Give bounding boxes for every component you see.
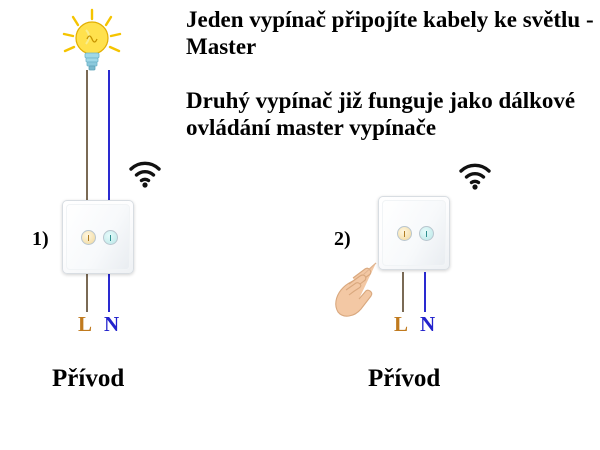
pointing-hand-icon bbox=[320, 258, 384, 323]
supply-label-2: Přívod bbox=[368, 365, 441, 392]
live-wire-to-light bbox=[86, 70, 88, 200]
neutral-wire-label-1: N bbox=[104, 312, 120, 336]
light-bulb-icon bbox=[56, 8, 128, 81]
switch-button-left[interactable] bbox=[81, 230, 96, 245]
neutral-wire-supply-2 bbox=[424, 272, 426, 312]
headline-remote-switch: Druhý vypínač již funguje jako dálkové ovládání master vypínače bbox=[186, 88, 576, 141]
power-glyph-icon bbox=[110, 235, 111, 241]
master-switch-panel[interactable] bbox=[62, 200, 134, 274]
neutral-wire-supply-1 bbox=[108, 272, 110, 312]
switch-button-right[interactable] bbox=[419, 226, 434, 241]
live-wire-supply-2 bbox=[402, 272, 404, 312]
switch-face bbox=[66, 204, 130, 270]
wifi-signal-icon bbox=[458, 162, 492, 195]
headline-master-switch: Jeden vypínač připojíte kabely ke světlu - Master bbox=[186, 7, 594, 60]
power-glyph-icon bbox=[404, 231, 405, 237]
remote-switch-panel[interactable] bbox=[378, 196, 450, 270]
live-wire-label-1: L bbox=[78, 312, 93, 336]
live-wire-supply-1 bbox=[86, 272, 88, 312]
neutral-wire-to-light bbox=[108, 70, 110, 200]
neutral-wire-label-2: N bbox=[420, 312, 436, 336]
live-wire-label-2: L bbox=[394, 312, 409, 336]
switch-face bbox=[382, 200, 446, 266]
step-1-number: 1) bbox=[32, 228, 49, 250]
switch-button-right[interactable] bbox=[103, 230, 118, 245]
power-glyph-icon bbox=[426, 231, 427, 237]
switch-button-left[interactable] bbox=[397, 226, 412, 241]
power-glyph-icon bbox=[88, 235, 89, 241]
supply-label-1: Přívod bbox=[52, 365, 125, 392]
step-2-number: 2) bbox=[334, 228, 351, 250]
wifi-signal-icon bbox=[128, 160, 162, 193]
